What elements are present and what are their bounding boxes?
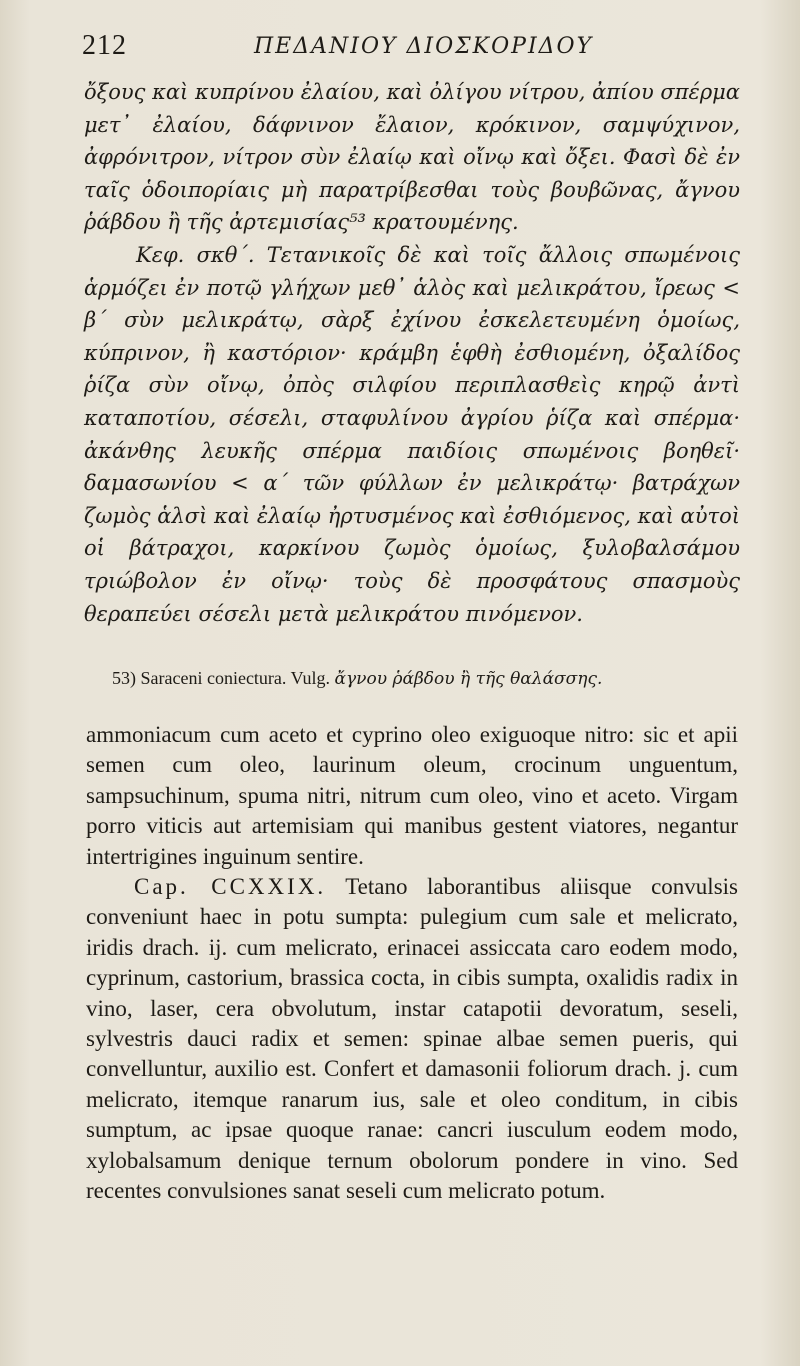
latin-chapter-text: Tetano laborantibus aliisque convulsis conveniunt haec in potu sumpta: pulegium cum sale et melicrato, iridis drach. ij. cum melicrato, erinacei assiccata caro eodem modo, cyprinum, castorium, brassica cocta, in cibis sumpta, oxalidis radix in vino, laser, cera obvolutum, instar catapotii devoratum, seseli, sylvestris dauci radix et semen: spinae albae semen pueris, qui convelluntur, auxilio est. Confert et damasonii foliorum drach. j. cum melicrato, itemque ranarum ius, sale et oleo conditum, in cibis sumptum, ac ipsae quoque ranae: cancri iusculum eodem modo, xylobalsamum denique ternum obolorum pondere in vino. Sed recentes convulsiones sanat seseli cum melicrato potum. xyxy=(86,874,738,1204)
latin-paragraph xyxy=(86,720,738,872)
greek-text-block xyxy=(84,76,740,630)
page-number: 212 xyxy=(82,30,127,61)
latin-chapter-paragraph xyxy=(86,872,738,1206)
greek-chapter-text: Τετανικοῖς δὲ καὶ τοῖς ἄλλοις σπωμένοις ἁρμόζει ἐν ποτῷ γλήχων μεθ᾽ ἁλὸς καὶ μελικράτου, ἴρεως < β΄ σὺν μελικράτῳ, σὰρξ ἐχίνου ἐσκελετευμένη ὁμοίως, κύπρινον, ἢ καστόριον· κράμβη ἑφθὴ ἐσθιομένη, ὀξαλίδος ῥίζα σὺν οἴνῳ, ὀπὸς σιλφίου περιπλασθεὶς κηρῷ ἀντὶ καταποτίου, σέσελι, σταφυλίνου ἀγρίου ῥίζα καὶ σπέρμα· ἀκάνθης λευκῆς σπέρμα παιδίοις σπωμένοις βοηθεῖ· δαμασωνίου < α΄ τῶν φύλλων ἐν μελικράτῳ· βατράχων ζωμὸς ἁλσὶ καὶ ἐλαίῳ ἠρτυσμένος καὶ ἐσθιόμενος, καὶ αὐτοὶ οἱ βάτραχοι, καρκίνου ζωμὸς ὁμοίως, ξυλοβαλσάμου τριώβολον ἐν οἴνῳ· τοὺς δὲ προσφάτους σπασμοὺς θεραπεύει σέσελι μετὰ μελικράτου πινόμενον. xyxy=(84,242,740,626)
footnote-greek-variant: ἄγνου ῥάβδου ἢ τῆς θαλάσσης. xyxy=(334,669,603,689)
footnote-marker: 53) xyxy=(112,668,136,688)
latin-text-block xyxy=(86,720,738,1207)
footnote xyxy=(112,666,732,691)
latin-paragraph-text: ammoniacum cum aceto et cyprino oleo exiguoque nitro: sic et apii semen cum oleo, laurinum oleum, crocinum unguentum, sampsuchinum, spuma nitri, nitrum cum oleo, vino et aceto. Virgam porro viticis aut artemisiam qui manibus gestent viatores, negantur intertrigines inguinum sentire. xyxy=(86,722,738,869)
greek-chapter-label: Κεφ. σκθ΄. xyxy=(136,242,255,267)
page-header xyxy=(82,30,742,70)
greek-paragraph-text: ὄξους καὶ κυπρίνου ἐλαίου, καὶ ὀλίγου νίτρου, ἀπίου σπέρμα μετ᾽ ἐλαίου, δάφνινον ἔλαιον, κρόκινον, σαμψύχινον, ἀφρόνιτρον, νίτρον σὺν ἐλαίῳ καὶ οἴνῳ καὶ ὄξει. Φασὶ δὲ ἐν ταῖς ὁδοιπορίαις μὴ παρατρίβεσθαι τοὺς βουβῶνας, ἄγνου ῥάβδου ἢ τῆς ἀρτεμισίας⁵³ κρατουμένης. xyxy=(84,80,740,235)
footnote-text: Saraceni coniectura. Vulg. xyxy=(140,668,331,688)
running-title: ΠΕΔΑΝΙΟΥ ΔΙΟΣΚΟΡΙΔΟΥ xyxy=(254,34,594,59)
latin-chapter-label: Cap. CCXXIX. xyxy=(134,874,327,900)
greek-paragraph xyxy=(84,76,740,239)
greek-chapter-paragraph xyxy=(84,239,740,630)
